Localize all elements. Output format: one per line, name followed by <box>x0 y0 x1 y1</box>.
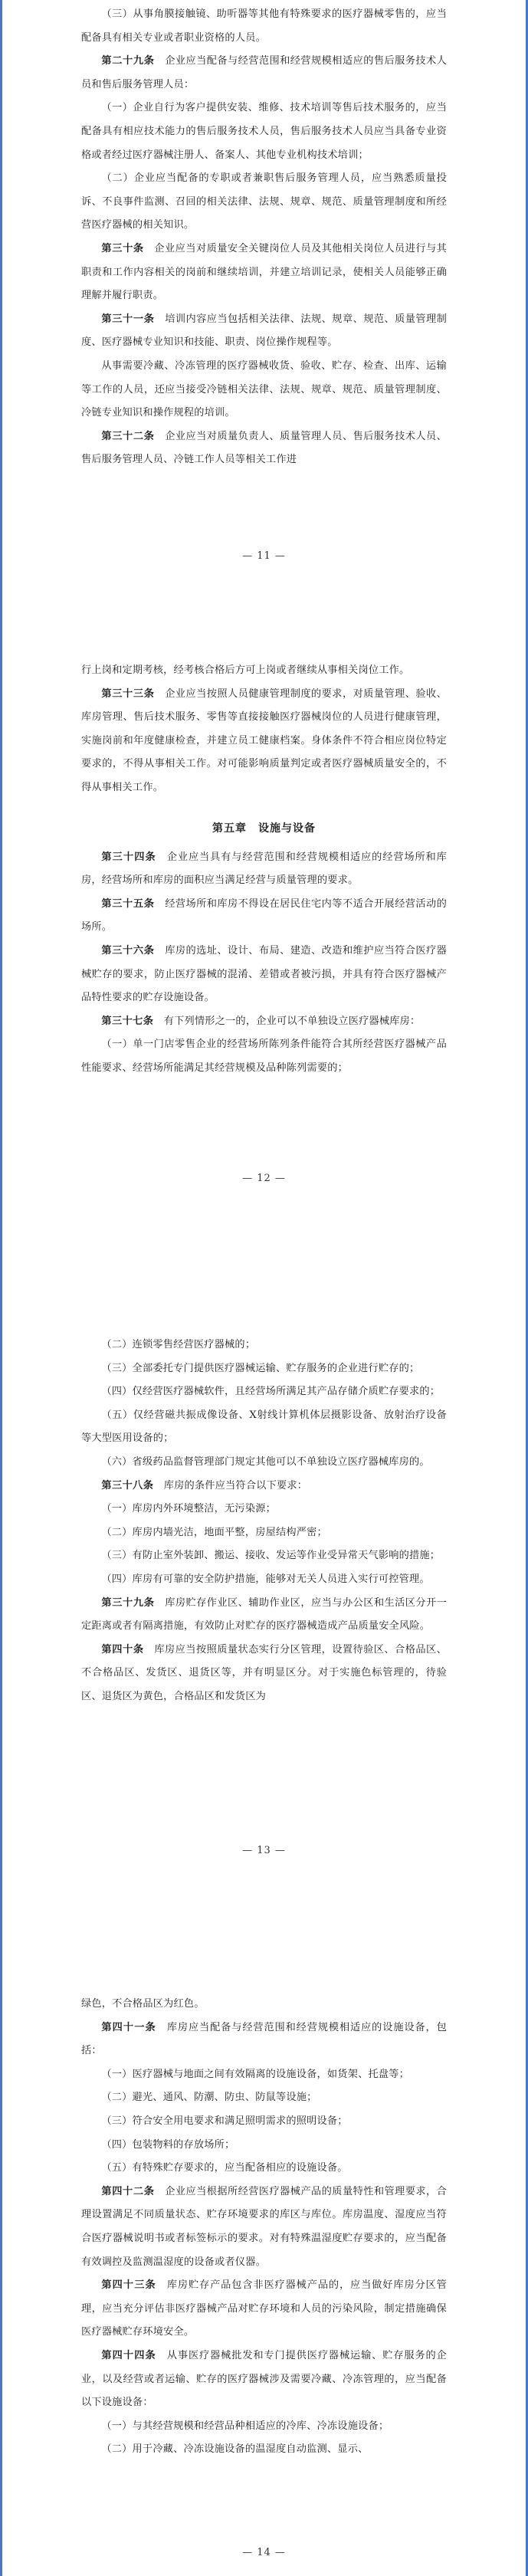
paragraph-text: 库房的选址、设计、布局、建造、改造和维护应当符合医疗器械贮存的要求，防止医疗器械的混淆、差错或者被污损，并具有符合医疗器械产品特性要求的贮存设施设备。 <box>81 944 448 1004</box>
body-paragraph <box>81 167 447 238</box>
body-paragraph <box>81 2110 447 2134</box>
body-paragraph <box>81 1357 447 1381</box>
paragraph-text: 库房应当配备与经营范围和经营规模相适应的设施设备，包括： <box>81 2021 448 2057</box>
paragraph-text: 企业应当对质量安全关键岗位人员及其他相关岗位人员进行与其职责和工作内容相关的岗前和继续培训，并建立培训记录，使相关人员能够正确理解并履行职责。 <box>81 242 447 302</box>
paragraph-text: （一）库房内外环境整洁，无污染源； <box>101 1503 276 1515</box>
article-number: 第三十二条 <box>101 430 155 442</box>
body-paragraph <box>81 2086 447 2110</box>
paragraph-text: 库房应当按照质量状态实行分区管理，设置待验区、合格品区、不合格品区、发货区、退货区等，并有明显区分。对于实施色标管理的，待验区、退货区为黄色，合格品区和发货区为 <box>81 1643 447 1702</box>
paragraph-text: 从事需要冷藏、冷冻管理的医疗器械收货、验收、贮存、检查、出库、运输等工作的人员，还应当接受冷链相关法律、法规、规章、规范、质量管理制度、冷链专业知识和操作规程的培训。 <box>81 359 447 419</box>
body-paragraph <box>81 3 447 50</box>
paragraph-text: （一）企业自行为客户提供安装、维修、技术培训等售后技术服务的，应当配备具有相应技术能力的售后服务技术人员，售后服务技术人员应当具备专业资格或者经过医疗器械注册人、备案人、其他专业机构技术培训； <box>81 102 447 161</box>
article-paragraph <box>81 2274 447 2345</box>
page-number: — 11 — <box>242 550 286 562</box>
article-paragraph <box>81 238 447 308</box>
page-number: — 14 — <box>242 2547 286 2558</box>
paragraph-text: 库房贮存作业区、辅助作业区，应当与办公区和生活区分开一定距离或者有隔离措施，有效防止对贮存的医疗器械造成产品质量安全风险。 <box>81 1596 448 1633</box>
paragraph-text: 从事医疗器械批发和专门提供医疗器械运输、贮存服务的企业，以及经营或者运输、贮存的医疗器械涉及需要冷藏、冷冻管理的，应当配备以下设施设备： <box>81 2349 448 2409</box>
body-paragraph <box>81 659 447 683</box>
article-number: 第三十四条 <box>101 851 156 863</box>
article-paragraph <box>81 940 447 1010</box>
page-number: — 13 — <box>242 1845 286 1856</box>
chapter-title: 第五章 设施与设备 <box>212 822 316 835</box>
article-number: 第三十一条 <box>101 313 155 325</box>
article-number: 第四十四条 <box>101 2349 156 2361</box>
paragraph-text: 企业应当按照人员健康管理制度的要求，对质量管理、验收、库房管理、售后技术服务、零售等直接接触医疗器械岗位的人员进行健康管理，实施岗前和年度健康检查，并建立员工健康档案。身体条件不符合相应岗位特定要求的，不得从事相关工作。对可能影响质量判定或者医疗器械质量安全的，不得从事相关工作。 <box>81 687 448 793</box>
paragraph-text: 行上岗和定期考核，经考核合格后方可上岗或者继续从事相关岗位工作。 <box>81 665 410 676</box>
document-page-11 <box>5 3 523 562</box>
paragraph-text: （三）有防止室外装卸、搬运、接收、发运等作业受异常天气影响的措施； <box>101 1550 441 1562</box>
page-body <box>81 3 447 472</box>
paragraph-text: 企业应当对质量负责人、质量管理人员、售后服务技术人员、售后服务管理人员、冷链工作人员等相关工作进 <box>81 430 448 466</box>
paragraph-text: 库房贮存产品包含非医疗器械产品的，应当做好库房分区管理，应当充分评估非医疗器械产品对贮存环境和人员的污染风险，制定措施确保医疗器械贮存环境安全。 <box>81 2279 448 2338</box>
article-paragraph <box>81 1592 447 1639</box>
article-paragraph <box>81 683 447 800</box>
body-paragraph <box>81 2415 447 2439</box>
paragraph-text: （一）与其经营规模和经营品种相适应的冷库、冷冻设施设备； <box>101 2420 389 2432</box>
paragraph-text: （二）用于冷藏、冷冻设施设备的温湿度自动监测、显示、 <box>101 2443 369 2456</box>
body-paragraph <box>81 1334 447 1357</box>
paragraph-text: 库房的条件应当符合以下要求： <box>163 1479 308 1491</box>
paragraph-text: 绿色，不合格品区为红色。 <box>81 1998 205 2010</box>
article-paragraph <box>81 308 447 355</box>
article-paragraph <box>81 2345 447 2415</box>
article-number: 第三十三条 <box>101 687 155 700</box>
paragraph-text: （一）单一门店零售企业的经营场所陈列条件能符合其所经营医疗器械产品性能要求、经营场所能满足其经营规模及品种陈列需要的； <box>81 1039 447 1074</box>
paragraph-text: （一）医疗器械与地面之间有效隔离的设施设备，如货架、托盘等； <box>101 2068 410 2080</box>
paragraph-text: （二）库房内墙光洁，地面平整，房屋结构严密； <box>101 1526 327 1538</box>
paragraph-text: （四）库房有可靠的安全防护措施，能够对无关人员进入实行可控管理。 <box>101 1573 430 1585</box>
body-paragraph <box>81 2438 447 2462</box>
article-paragraph <box>81 1010 447 1034</box>
paragraph-text: 企业应当根据所经营医疗器械产品的质量特性和管理要求，合理设置满足不同质量状态、贮存环境要求的库区与库位。库房温度、湿度应当符合医疗器械说明书或者标签标示的要求。对有特殊温湿度贮存要求的，应当配备有效调控及监测温湿度的设备或者仪器。 <box>81 2185 448 2268</box>
paragraph-text: 企业应当具有与经营范围和经营规模相适应的经营场所和库房，经营场所和库房的面积应当满足经营与质量管理的要求。 <box>81 851 448 887</box>
document-page-13 <box>5 1334 523 1856</box>
body-paragraph <box>81 1993 447 2016</box>
body-paragraph <box>81 2157 447 2181</box>
body-paragraph <box>81 2063 447 2087</box>
paragraph-text: （四）仅经营医疗器械软件，且经营场所满足其产品存储介质贮存要求的； <box>101 1386 441 1398</box>
paragraph-text: （五）有特殊贮存要求的，应当配备相应的设施设备。 <box>101 2162 348 2174</box>
page-body <box>81 846 447 1081</box>
page-body <box>81 1993 447 2462</box>
document-page-14 <box>5 1993 523 2558</box>
body-paragraph <box>81 1521 447 1545</box>
body-paragraph <box>81 1451 447 1475</box>
paragraph-text: （五）仅经营磁共振成像设备、X射线计算机体层摄影设备、放射治疗设备等大型医用设备的； <box>81 1409 447 1445</box>
article-paragraph <box>81 50 447 97</box>
paragraph-text: 培训内容应当包括相关法律、法规、规章、规范、质量管理制度、医疗器械专业知识和技能、职责、岗位操作规程等。 <box>81 313 448 349</box>
body-paragraph <box>81 2134 447 2158</box>
article-number: 第三十六条 <box>101 944 155 957</box>
paragraph-text: （四）包装物料的存放场所； <box>101 2138 235 2151</box>
paragraph-text: （二）连锁零售经营医疗器械的； <box>101 1339 256 1350</box>
article-number: 第四十三条 <box>101 2279 156 2292</box>
paragraph-text: 经营场所和库房不得设在居民住宅内等不适合开展经营活动的场所。 <box>81 897 448 934</box>
article-paragraph <box>81 846 447 893</box>
article-number: 第四十条 <box>101 1643 144 1656</box>
paragraph-text: （三）符合安全用电要求和满足照明需求的照明设备； <box>101 2115 348 2127</box>
article-number: 第三十条 <box>101 242 144 254</box>
body-paragraph <box>81 1498 447 1521</box>
paragraph-text: 有下列情形之一的，企业可以不单独设立医疗器械库房： <box>163 1015 421 1027</box>
body-paragraph <box>81 97 447 167</box>
article-number: 第四十一条 <box>101 2021 156 2033</box>
article-paragraph <box>81 1639 447 1709</box>
body-paragraph <box>81 1380 447 1404</box>
article-paragraph <box>81 425 447 472</box>
article-number: 第三十五条 <box>101 897 155 910</box>
paragraph-text: （三）全部委托专门提供医疗器械运输、贮存服务的企业进行贮存的； <box>101 1362 420 1374</box>
article-number: 第三十八条 <box>101 1479 154 1491</box>
body-paragraph <box>81 1568 447 1592</box>
body-paragraph <box>81 1033 447 1080</box>
paragraph-text: （二）避光、通风、防潮、防虫、防鼠等设施； <box>101 2092 317 2104</box>
page-number: — 12 — <box>242 1173 286 1184</box>
article-paragraph <box>81 893 447 940</box>
document-page-12 <box>5 659 523 1184</box>
article-number: 第三十九条 <box>101 1596 155 1609</box>
body-paragraph <box>81 1544 447 1568</box>
page-body <box>81 1334 447 1709</box>
article-paragraph <box>81 1475 447 1498</box>
paragraph-text: （三）从事角膜接触镜、助听器等其他有特殊要求的医疗器械零售的，应当配备具有相关专业或者职业资格的人员。 <box>81 8 447 44</box>
article-number: 第四十二条 <box>101 2185 155 2197</box>
body-paragraph <box>81 1404 447 1451</box>
article-number: 第三十七条 <box>101 1015 154 1027</box>
paragraph-text: （二）企业应当配备的专职或者兼职售后服务管理人员，应当熟悉质量投诉、不良事件监测、召回的相关法律、法规、规章、规范、质量管理制度和所经营医疗器械的相关知识。 <box>81 172 447 231</box>
paragraph-text: 企业应当配备与经营范围和经营规模相适应的售后服务技术人员和售后服务管理人员： <box>81 55 448 90</box>
article-number: 第二十九条 <box>101 55 155 67</box>
paragraph-text: （六）省级药品监督管理部门规定其他可以不单独设立医疗器械库房的。 <box>101 1455 430 1468</box>
article-paragraph <box>81 2016 447 2063</box>
page-body <box>81 659 447 800</box>
body-paragraph <box>81 355 447 425</box>
article-paragraph <box>81 2181 447 2274</box>
